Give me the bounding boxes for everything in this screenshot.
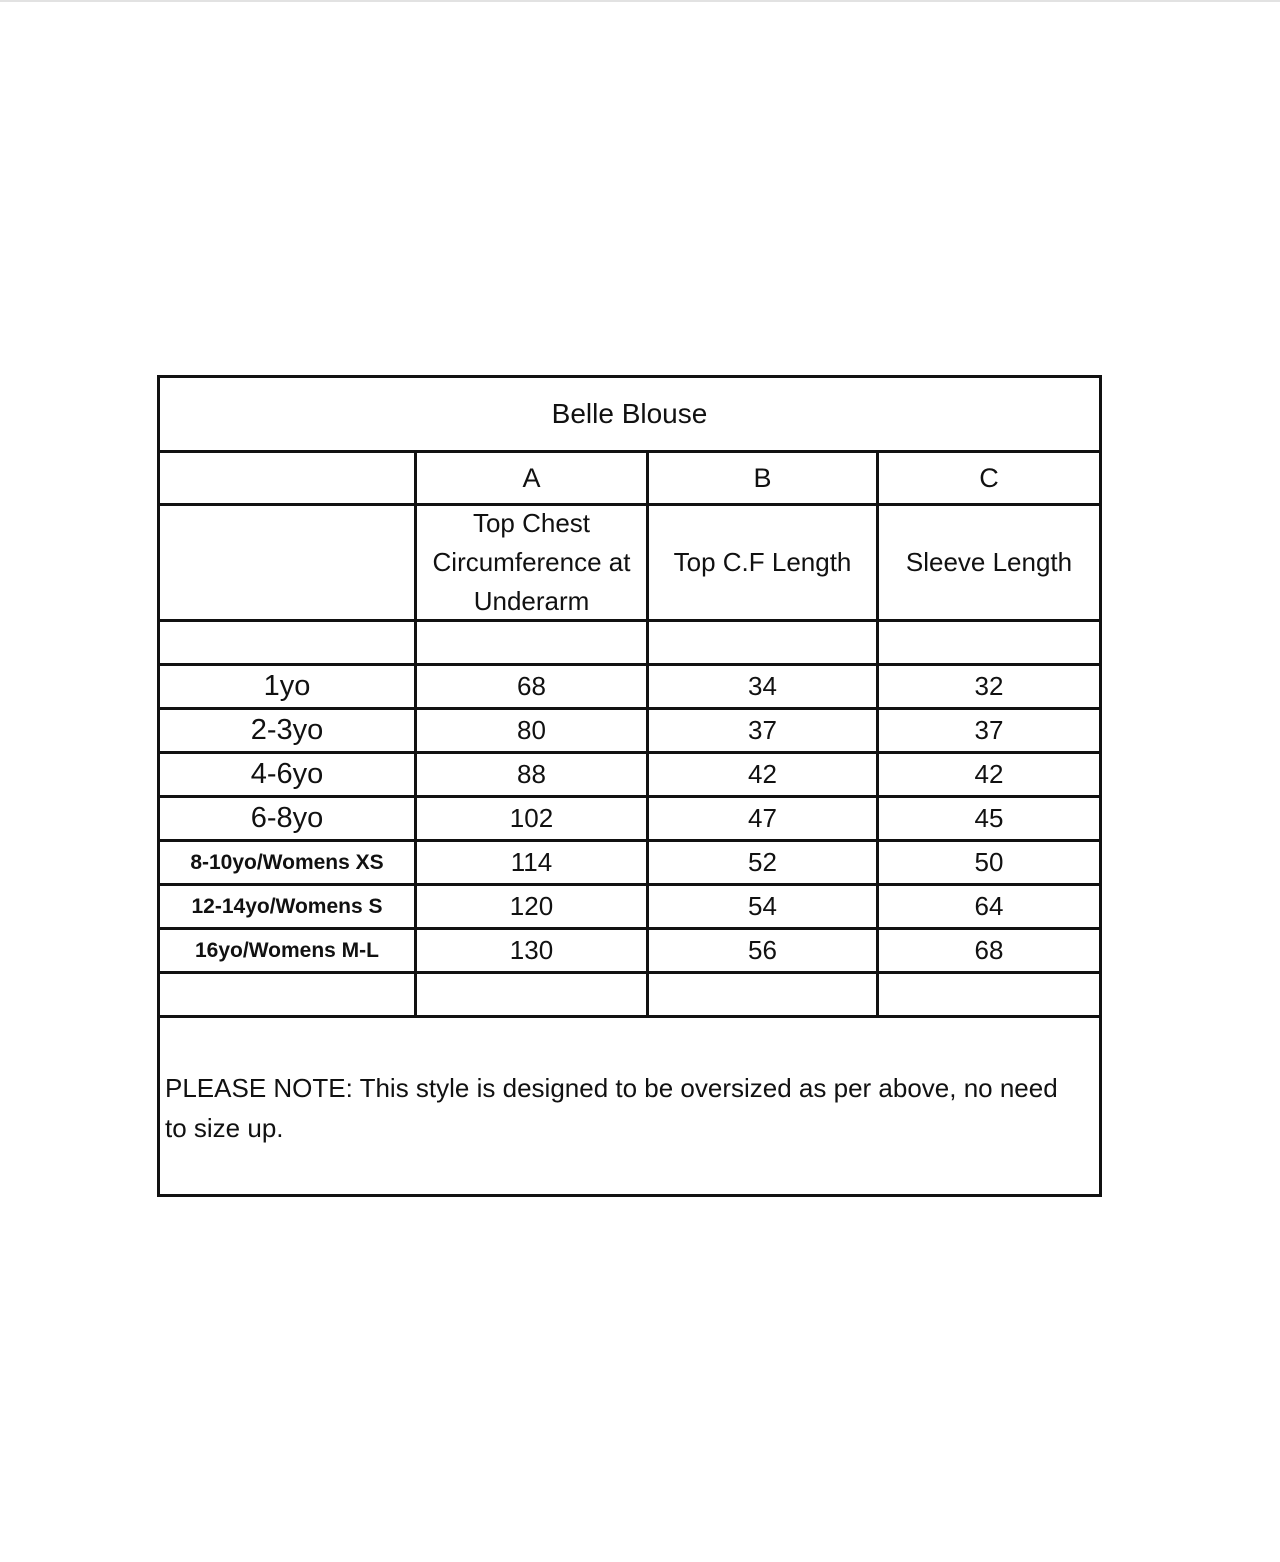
chest-value: 114	[417, 842, 649, 883]
empty-cell	[649, 974, 879, 1015]
empty-cell	[160, 622, 417, 663]
table-row	[160, 842, 1099, 886]
table-row	[160, 798, 1099, 842]
empty-cell	[417, 622, 649, 663]
cf-length-value: 56	[649, 930, 879, 971]
chest-value: 102	[417, 798, 649, 839]
table-row	[160, 666, 1099, 710]
chest-value: 68	[417, 666, 649, 707]
column-letter-b: B	[649, 453, 879, 503]
column-header-row	[160, 506, 1099, 622]
chest-value: 88	[417, 754, 649, 795]
table-row	[160, 754, 1099, 798]
size-label: 2-3yo	[160, 710, 417, 751]
size-chart-table	[157, 375, 1102, 1197]
empty-cell	[649, 622, 879, 663]
sleeve-length-value: 42	[974, 759, 1004, 789]
table-row	[160, 886, 1099, 930]
sleeve-length-value: 45	[974, 803, 1004, 833]
empty-row-top	[160, 622, 1099, 666]
empty-cell	[879, 622, 1099, 663]
empty-row-bottom	[160, 974, 1099, 1018]
cf-length-value: 34	[649, 666, 879, 707]
column-header-chest: Top Chest Circumference at Underarm	[417, 506, 649, 619]
size-label: 4-6yo	[160, 754, 417, 795]
sleeve-length-value: 64	[974, 891, 1004, 921]
column-header-sleeve-length: Sleeve Length	[905, 547, 1073, 577]
page-top-rule	[0, 0, 1280, 2]
size-label: 8-10yo/Womens XS	[160, 842, 417, 883]
empty-cell	[160, 974, 417, 1015]
sizing-note: PLEASE NOTE: This style is designed to be oversized as per above, no need to size up.	[165, 1073, 1058, 1143]
column-header-cf-length: Top C.F Length	[649, 506, 879, 619]
column-letter-row	[160, 453, 1099, 506]
size-label: 16yo/Womens M-L	[160, 930, 417, 971]
cf-length-value: 42	[649, 754, 879, 795]
empty-cell	[879, 974, 1099, 1015]
cf-length-value: 52	[649, 842, 879, 883]
corner-cell	[160, 453, 417, 503]
size-label: 12-14yo/Womens S	[160, 886, 417, 927]
chest-value: 130	[417, 930, 649, 971]
table-row	[160, 710, 1099, 754]
cf-length-value: 54	[649, 886, 879, 927]
sleeve-length-value: 50	[974, 847, 1004, 877]
sleeve-length-value: 32	[974, 671, 1004, 701]
header-corner-cell	[160, 506, 417, 619]
sleeve-length-value: 68	[974, 935, 1004, 965]
chest-value: 80	[417, 710, 649, 751]
table-title: Belle Blouse	[160, 378, 1099, 453]
empty-cell	[417, 974, 649, 1015]
column-letter-c: C	[979, 462, 999, 493]
chest-value: 120	[417, 886, 649, 927]
cf-length-value: 47	[649, 798, 879, 839]
column-letter-a: A	[417, 453, 649, 503]
size-label: 1yo	[160, 666, 417, 707]
size-label: 6-8yo	[160, 798, 417, 839]
table-row	[160, 930, 1099, 974]
sleeve-length-value: 37	[974, 715, 1004, 745]
cf-length-value: 37	[649, 710, 879, 751]
